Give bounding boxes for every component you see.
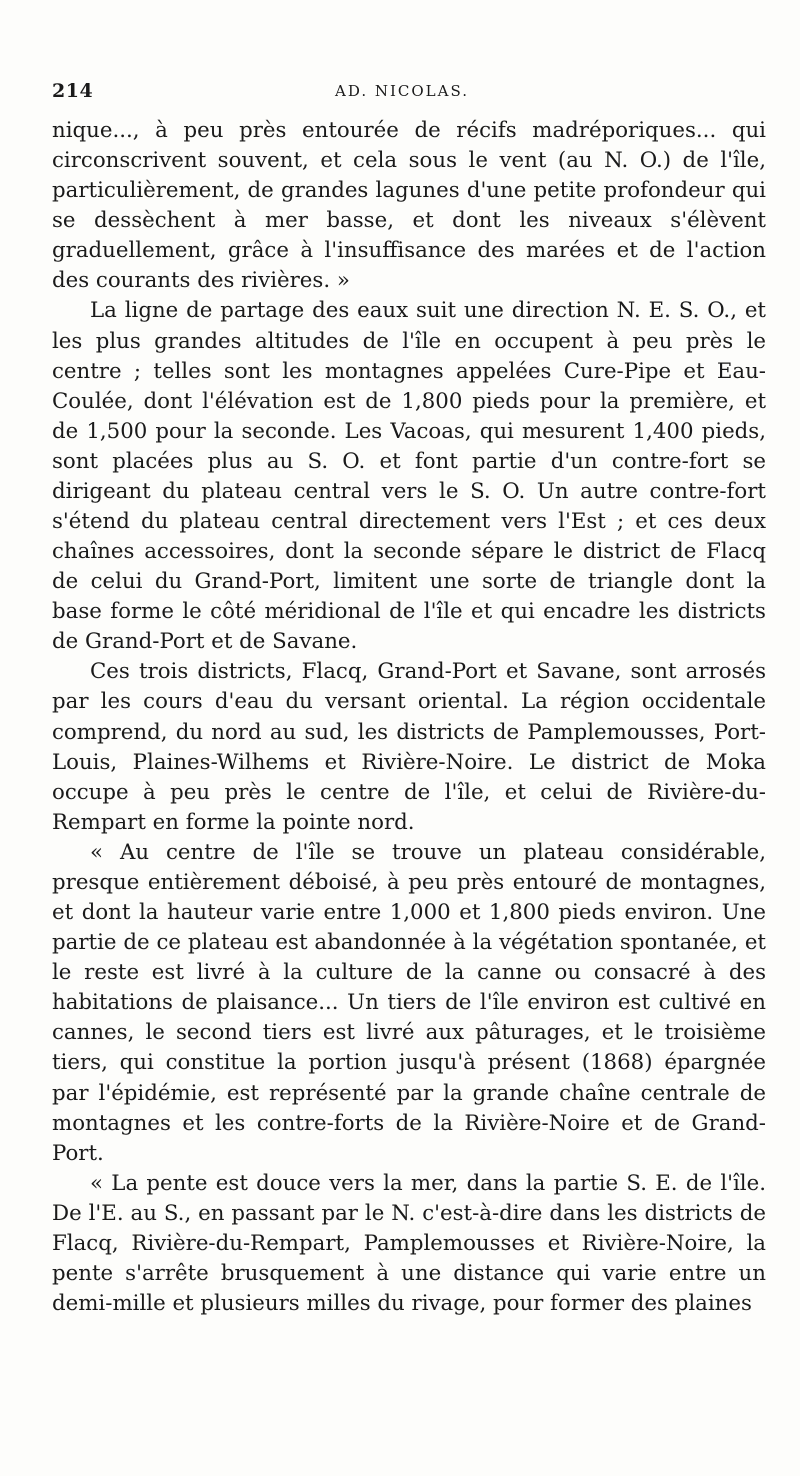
page-number: 214 (52, 80, 94, 102)
page-header (52, 80, 752, 108)
body-text (52, 116, 766, 1319)
paragraph-1: nique..., à peu près entourée de récifs madréporiques... qui circonscrivent souvent, et cela sous le vent (au N. O.) de l'île, particulièrement, de grandes lagunes d'une petite profondeur qui se dessèchent à mer basse, et dont les niveaux s'élèvent graduellement, grâce à l'insuffisance des marées et de l'action des courants des rivières. » (52, 118, 766, 294)
paragraph-2: La ligne de partage des eaux suit une direction N. E. S. O., et les plus grandes altitudes de l'île en occupent à peu près le centre ; telles sont les montagnes appelées Cure-Pipe et Eau-Coulée, dont l'élévation est de 1,800 pieds pour la première, et de 1,500 pour la seconde. Les Vacoas, qui mesurent 1,400 pieds, sont placées plus au S. O. et font partie d'un contre-fort se dirigeant du plateau central vers le S. O. Un autre contre-fort s'étend du plateau central directement vers l'Est ; et ces deux chaînes accessoires, dont la seconde sépare le district de Flacq de celui du Grand-Port, limitent une sorte de triangle dont la base forme le côté méridional de l'île et qui encadre les districts de Grand-Port et de Savane. (52, 298, 766, 655)
paragraph-5: « La pente est douce vers la mer, dans la partie S. E. de l'île. De l'E. au S., en passant par le N. c'est-à-dire dans les districts de Flacq, Rivière-du-Rempart, Pamplemousses et Rivière-Noire, la pente s'arrête brusquement à une distance qui varie entre un demi-mille et plusieurs milles du rivage, pour former des plaines (52, 1170, 766, 1317)
paragraph-3: Ces trois districts, Flacq, Grand-Port et Savane, sont arrosés par les cours d'eau du versant oriental. La région occidentale comprend, du nord au sud, les districts de Pamplemousses, Port-Louis, Plaines-Wilhems et Rivière-Noire. Le district de Moka occupe à peu près le centre de l'île, et celui de Rivière-du-Rempart en forme la pointe nord. (52, 659, 766, 835)
paragraph-4: « Au centre de l'île se trouve un plateau considérable, presque entièrement déboisé, à peu près entouré de montagnes, et dont la hauteur varie entre 1,000 et 1,800 pieds environ. Une partie de ce plateau est abandonnée à la végétation spontanée, et le reste est livré à la culture de la canne ou consacré à des habitations de plaisance... Un tiers de l'île environ est cultivé en cannes, le second tiers est livré aux pâturages, et le troisième tiers, qui constitue la portion jusqu'à présent (1868) épargnée par l'épidémie, est représenté par la grande chaîne centrale de montagnes et les contre-forts de la Rivière-Noire et de Grand-Port. (52, 839, 766, 1166)
running-head: AD. NICOLAS. (335, 82, 469, 100)
